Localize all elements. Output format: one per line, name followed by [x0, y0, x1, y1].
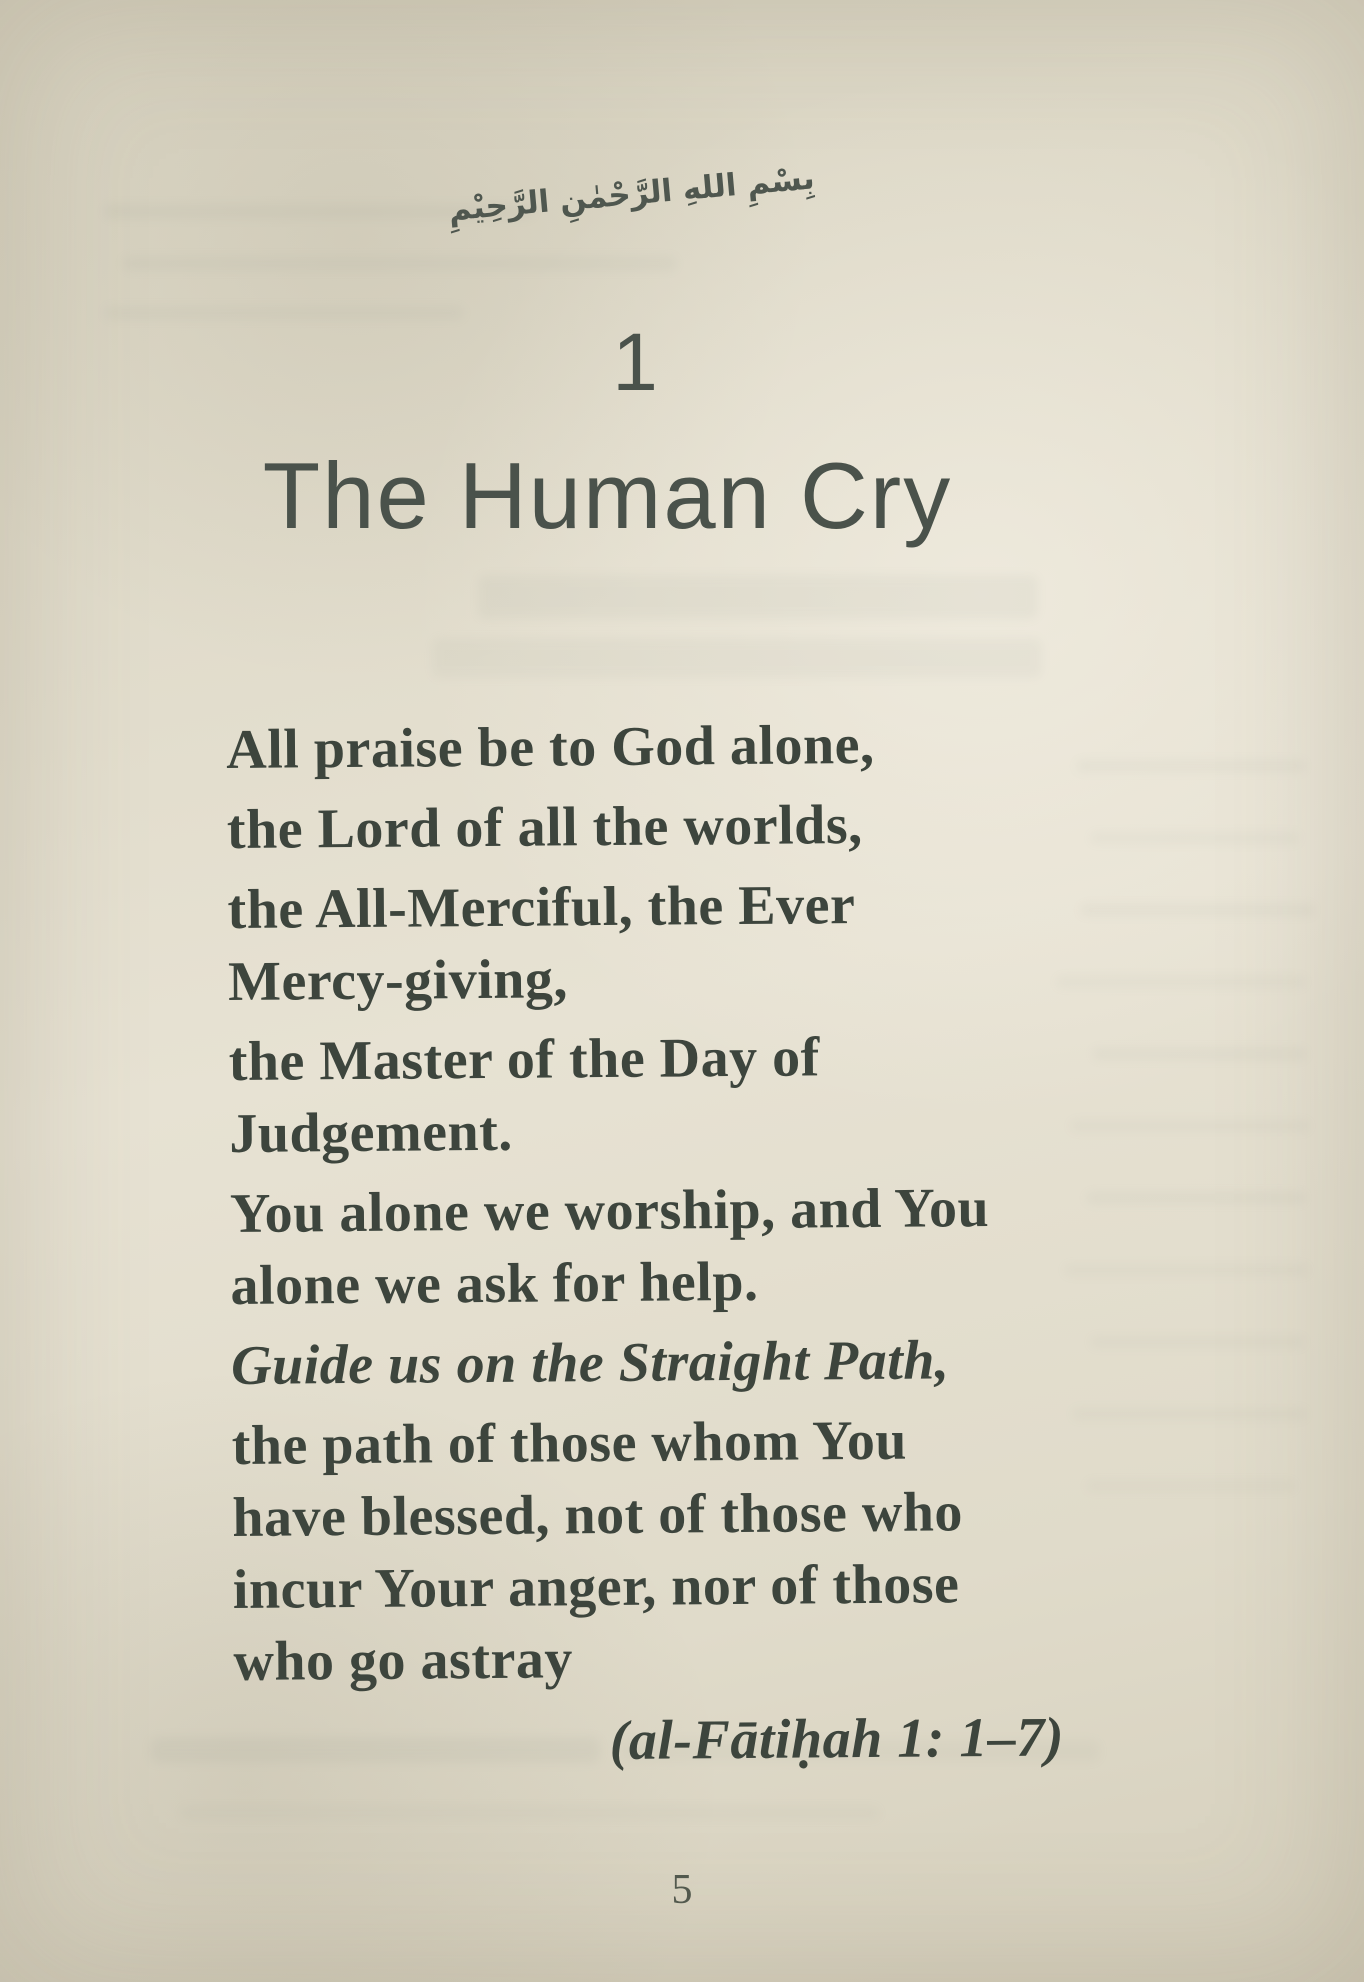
- showthrough-mark: [1090, 1336, 1305, 1348]
- chapter-title: The Human Cry: [262, 443, 953, 548]
- showthrough-mark: [1070, 1120, 1310, 1132]
- verse-line: alone we ask for help.: [230, 1250, 759, 1317]
- scripture-attribution: (al-Fātiḥah 1: 1–7): [609, 1706, 1065, 1773]
- showthrough-mark: [1072, 1408, 1307, 1420]
- verse: [226, 707, 1057, 786]
- scripture-quotation: [226, 707, 1064, 1779]
- showthrough-mark: [1056, 976, 1306, 988]
- verse-line: have blessed, not of those who: [232, 1481, 964, 1549]
- verse-line: You alone we worship, and You: [229, 1177, 990, 1245]
- showthrough-mark: [1086, 1192, 1306, 1204]
- showthrough-mark: [1092, 1048, 1307, 1060]
- bismillah-calligraphy: بِسْمِ اللهِ الرَّحْمٰنِ الرَّحِيْمِ: [447, 160, 816, 229]
- showthrough-mark: [122, 256, 677, 271]
- showthrough-mark: [1086, 1480, 1296, 1492]
- verse-line: Mercy-giving,: [227, 948, 569, 1013]
- showthrough-mark: [432, 638, 1042, 678]
- verse-line: who go astray: [233, 1628, 574, 1693]
- verse-line: the Lord of all the worlds,: [226, 794, 863, 861]
- verse-line: the All-Merciful, the Ever: [227, 874, 856, 941]
- verse-line: Judgement.: [229, 1100, 513, 1165]
- chapter-number: 1: [612, 317, 658, 408]
- verse-line: incur Your anger, nor of those: [232, 1553, 960, 1621]
- verse: [230, 1171, 1061, 1322]
- page-number: 5: [671, 1867, 693, 1913]
- verse: [228, 1019, 1059, 1170]
- verse-line: All praise be to God alone,: [226, 713, 875, 781]
- verse-line: the Master of the Day of: [228, 1026, 820, 1093]
- showthrough-mark: [180, 1806, 880, 1820]
- showthrough-mark: [1076, 760, 1306, 772]
- verse: [231, 1323, 1062, 1402]
- showthrough-mark: [478, 575, 1038, 619]
- verse-line: Guide us on the Straight Path,: [230, 1329, 950, 1397]
- showthrough-mark: [1090, 832, 1300, 844]
- verse-line: the path of those whom You: [231, 1409, 908, 1477]
- verse: [231, 1403, 1063, 1698]
- showthrough-mark: [1064, 1264, 1309, 1276]
- verse: [227, 867, 1058, 1018]
- showthrough-mark: [1080, 904, 1315, 916]
- verse: [227, 787, 1058, 866]
